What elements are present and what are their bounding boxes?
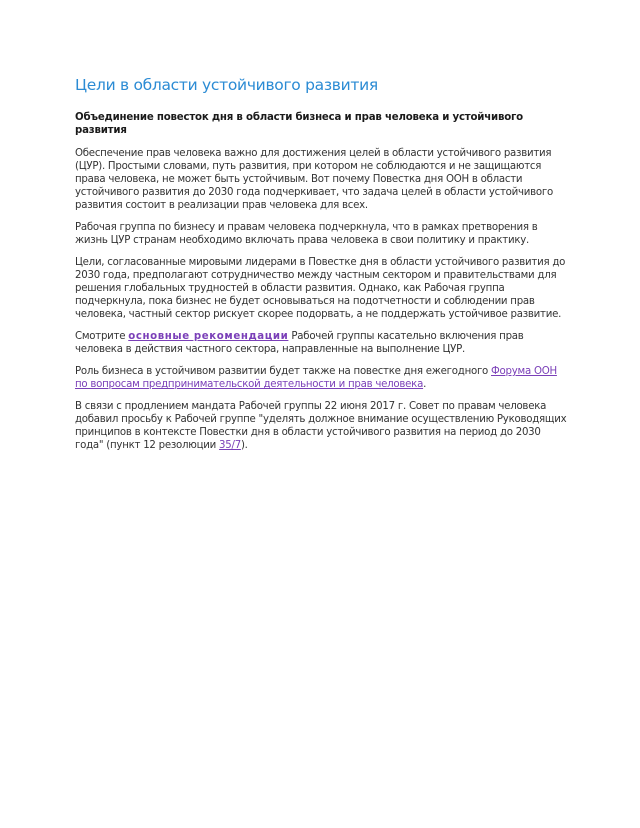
- resolution-link[interactable]: 35/7: [219, 440, 241, 451]
- paragraph-forum: Роль бизнеса в устойчивом развитии будет также на повестке дня ежегодного Форума ООН по вопросам предпринимательской деятельности и прав человека.: [75, 366, 557, 390]
- paragraph-intro: Обеспечение прав человека важно для достижения целей в области устойчивого развития (ЦУР). Простыми словами, путь развития, при котором не соблюдаются и не защищаются права человека, не может быть устойчивым. Вот почему Повестка дня ООН в области устойчивого развития до 2030 года подчеркивает, что задача целей в области устойчивого развития состоит в реализации прав человека для всех.: [75, 148, 553, 211]
- paragraph-goals: Цели, согласованные мировыми лидерами в Повестке дня в области устойчивого развития до 2030 года, предполагают сотрудничество между частным сектором и правительствами для решения глобальных трудностей в области развития. Однако, как Рабочая группа подчеркнула, пока бизнес не будет основываться на подотчетности и соблюдении прав человека, частный сектор рискует скорее подорвать, а не поддержать устойчивое развитие.: [75, 257, 566, 320]
- forum-link[interactable]: Форума ООН по вопросам предпринимательской деятельности и прав человека: [75, 366, 557, 390]
- paragraph-recommendations: Смотрите основные рекомендации Рабочей группы касательно включения прав человека в действия частного сектора, направленные на выполнение ЦУР.: [75, 331, 524, 355]
- recommendations-link[interactable]: основные рекомендации: [128, 331, 289, 342]
- paragraph-working-group: Рабочая группа по бизнесу и правам человека подчеркнула, что в рамках претворения в жизнь ЦУР странам необходимо включать права человека в свои политику и практику.: [75, 222, 538, 246]
- document-page: [75, 75, 567, 461]
- section-subtitle: Объединение повесток дня в области бизнеса и прав человека и устойчивого развития: [75, 112, 523, 136]
- paragraph-mandate: В связи с продлением мандата Рабочей группы 22 июня 2017 г. Совет по правам человека добавил просьбу к Рабочей группе "уделять должное внимание осуществлению Руководящих принципов в контексте Повестки дня в области устойчивого развития на период до 2030 года" (пункт 12 резолюции 35/7).: [75, 401, 567, 451]
- page-title: Цели в области устойчивого развития: [75, 76, 378, 94]
